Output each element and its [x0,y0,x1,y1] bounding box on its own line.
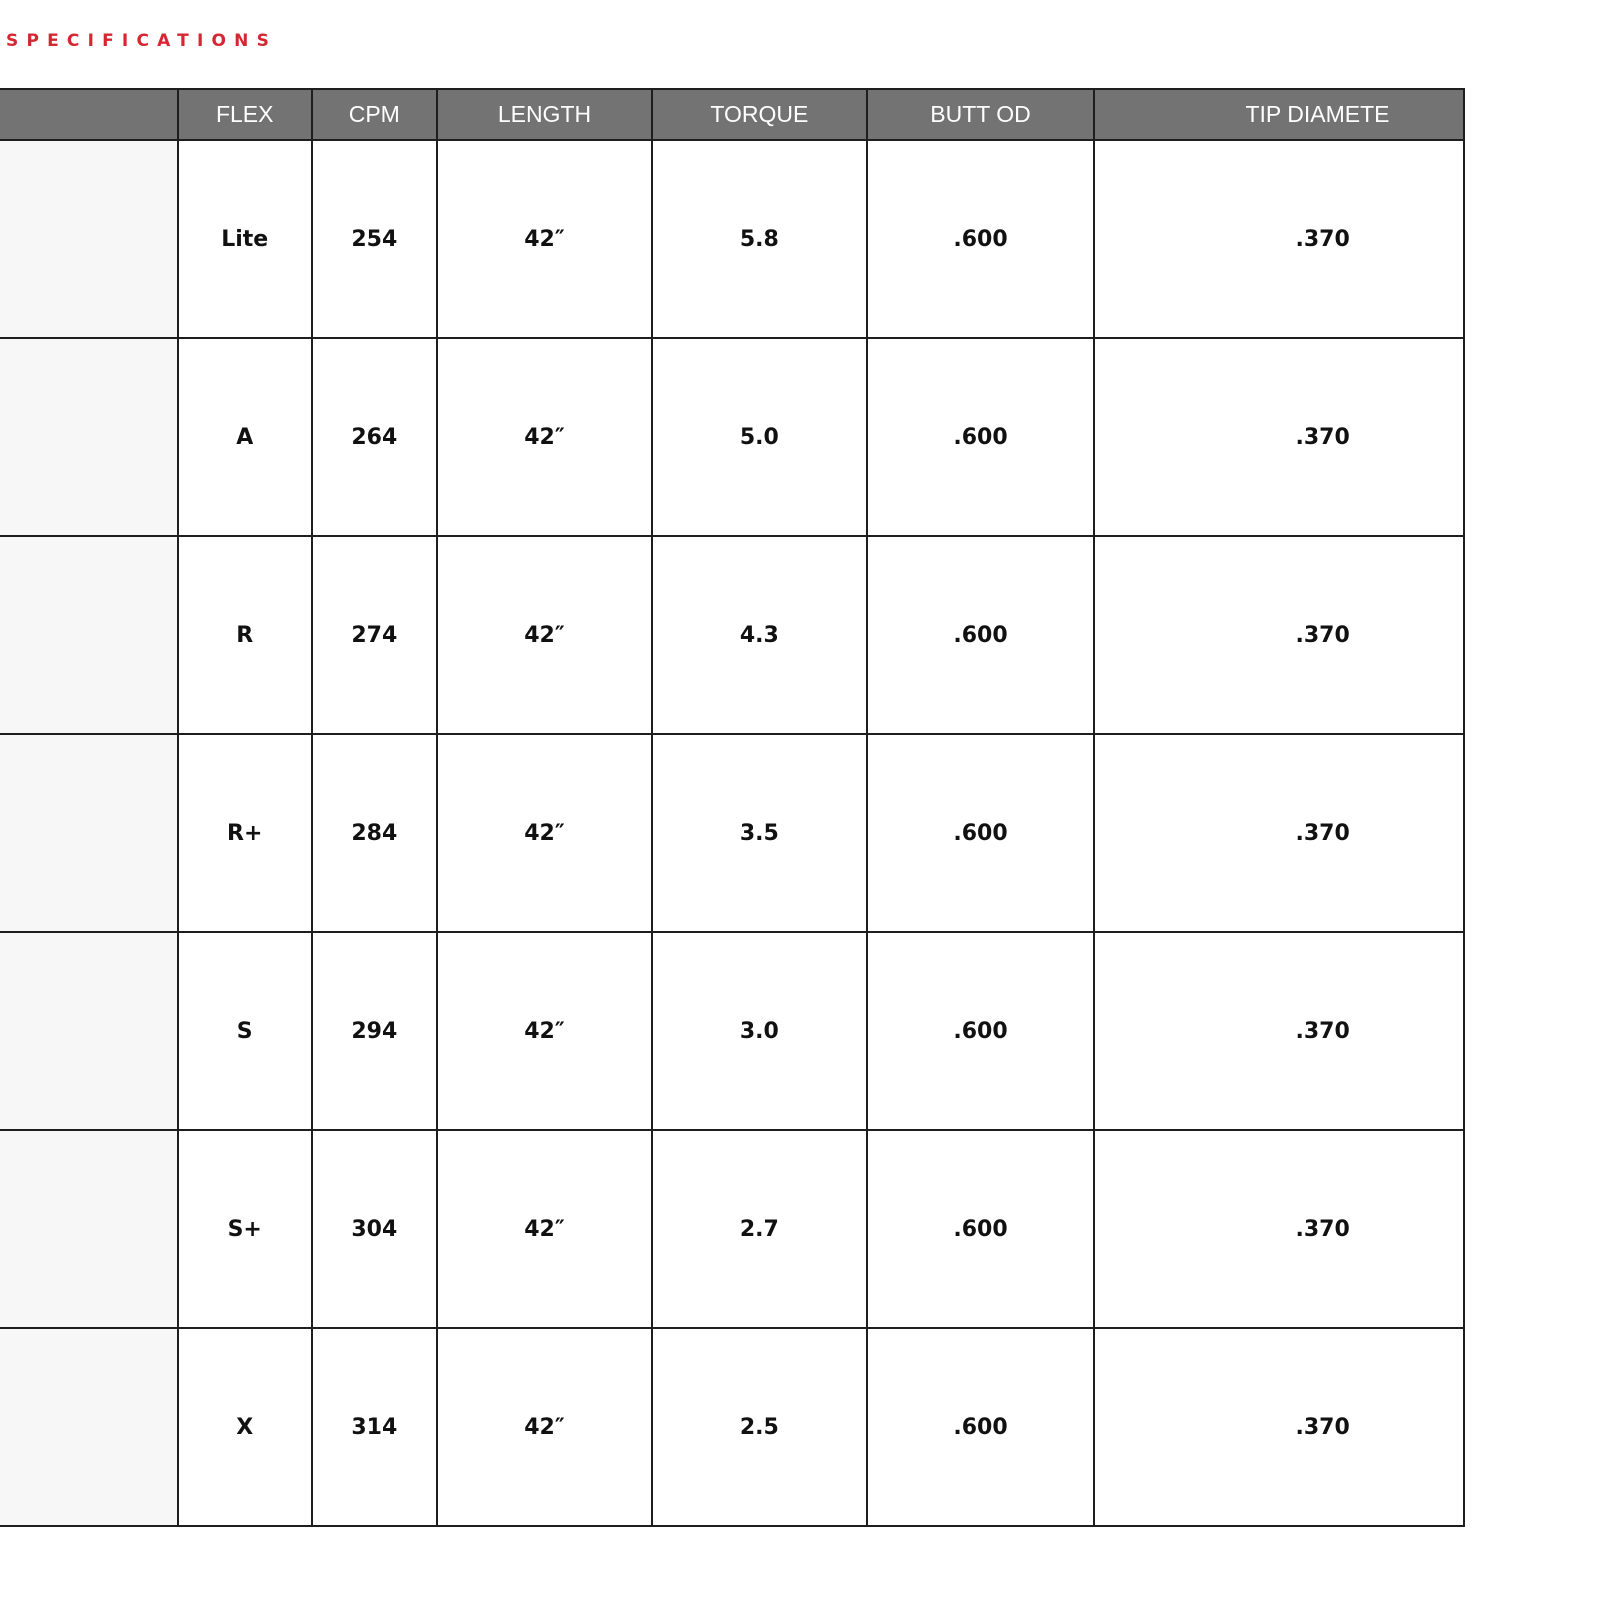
cell-weight [0,734,178,932]
cell-length: 42″ [437,140,652,338]
cell-length: 42″ [437,338,652,536]
cell-butt-od: .600 [867,1130,1095,1328]
header-cpm: CPM [312,89,437,140]
table-row [0,932,1464,1130]
cell-cpm: 294 [312,932,437,1130]
cell-tip-diameter: .370 [1094,734,1464,932]
cell-cpm: 254 [312,140,437,338]
cell-flex: R+ [178,734,312,932]
cell-flex: A [178,338,312,536]
spec-table-container [0,88,1600,1528]
cell-butt-od: .600 [867,734,1095,932]
cell-weight [0,1328,178,1526]
table-body [0,140,1464,1526]
cell-torque: 2.5 [652,1328,866,1526]
cell-flex: S+ [178,1130,312,1328]
cell-weight [0,338,178,536]
cell-weight [0,140,178,338]
cell-butt-od: .600 [867,1328,1095,1526]
cell-torque: 4.3 [652,536,866,734]
table-row [0,338,1464,536]
header-weight [0,89,178,140]
cell-cpm: 304 [312,1130,437,1328]
cell-flex: S [178,932,312,1130]
header-tip-diameter: TIP DIAMETE [1094,89,1464,140]
cell-tip-diameter: .370 [1094,536,1464,734]
cell-butt-od: .600 [867,536,1095,734]
cell-cpm: 284 [312,734,437,932]
cell-butt-od: .600 [867,140,1095,338]
cell-length: 42″ [437,734,652,932]
cell-weight [0,536,178,734]
cell-butt-od: .600 [867,338,1095,536]
spec-table [0,88,1465,1527]
cell-butt-od: .600 [867,932,1095,1130]
cell-tip-diameter: .370 [1094,140,1464,338]
table-row [0,140,1464,338]
header-length: LENGTH [437,89,652,140]
table-row [0,536,1464,734]
table-row [0,734,1464,932]
cell-torque: 3.0 [652,932,866,1130]
cell-length: 42″ [437,932,652,1130]
cell-cpm: 274 [312,536,437,734]
cell-length: 42″ [437,1328,652,1526]
header-torque: TORQUE [652,89,866,140]
cell-weight [0,932,178,1130]
cell-tip-diameter: .370 [1094,1328,1464,1526]
cell-cpm: 264 [312,338,437,536]
cell-torque: 5.8 [652,140,866,338]
cell-flex: R [178,536,312,734]
cell-tip-diameter: .370 [1094,932,1464,1130]
section-title: SPECIFICATIONS [6,31,278,51]
cell-torque: 3.5 [652,734,866,932]
cell-torque: 2.7 [652,1130,866,1328]
table-row [0,1328,1464,1526]
table-header-row [0,89,1464,140]
cell-weight [0,1130,178,1328]
cell-flex: Lite [178,140,312,338]
cell-torque: 5.0 [652,338,866,536]
header-butt-od: BUTT OD [867,89,1095,140]
table-row [0,1130,1464,1328]
cell-tip-diameter: .370 [1094,338,1464,536]
cell-cpm: 314 [312,1328,437,1526]
header-flex: FLEX [178,89,312,140]
cell-flex: X [178,1328,312,1526]
cell-length: 42″ [437,1130,652,1328]
cell-tip-diameter: .370 [1094,1130,1464,1328]
cell-length: 42″ [437,536,652,734]
